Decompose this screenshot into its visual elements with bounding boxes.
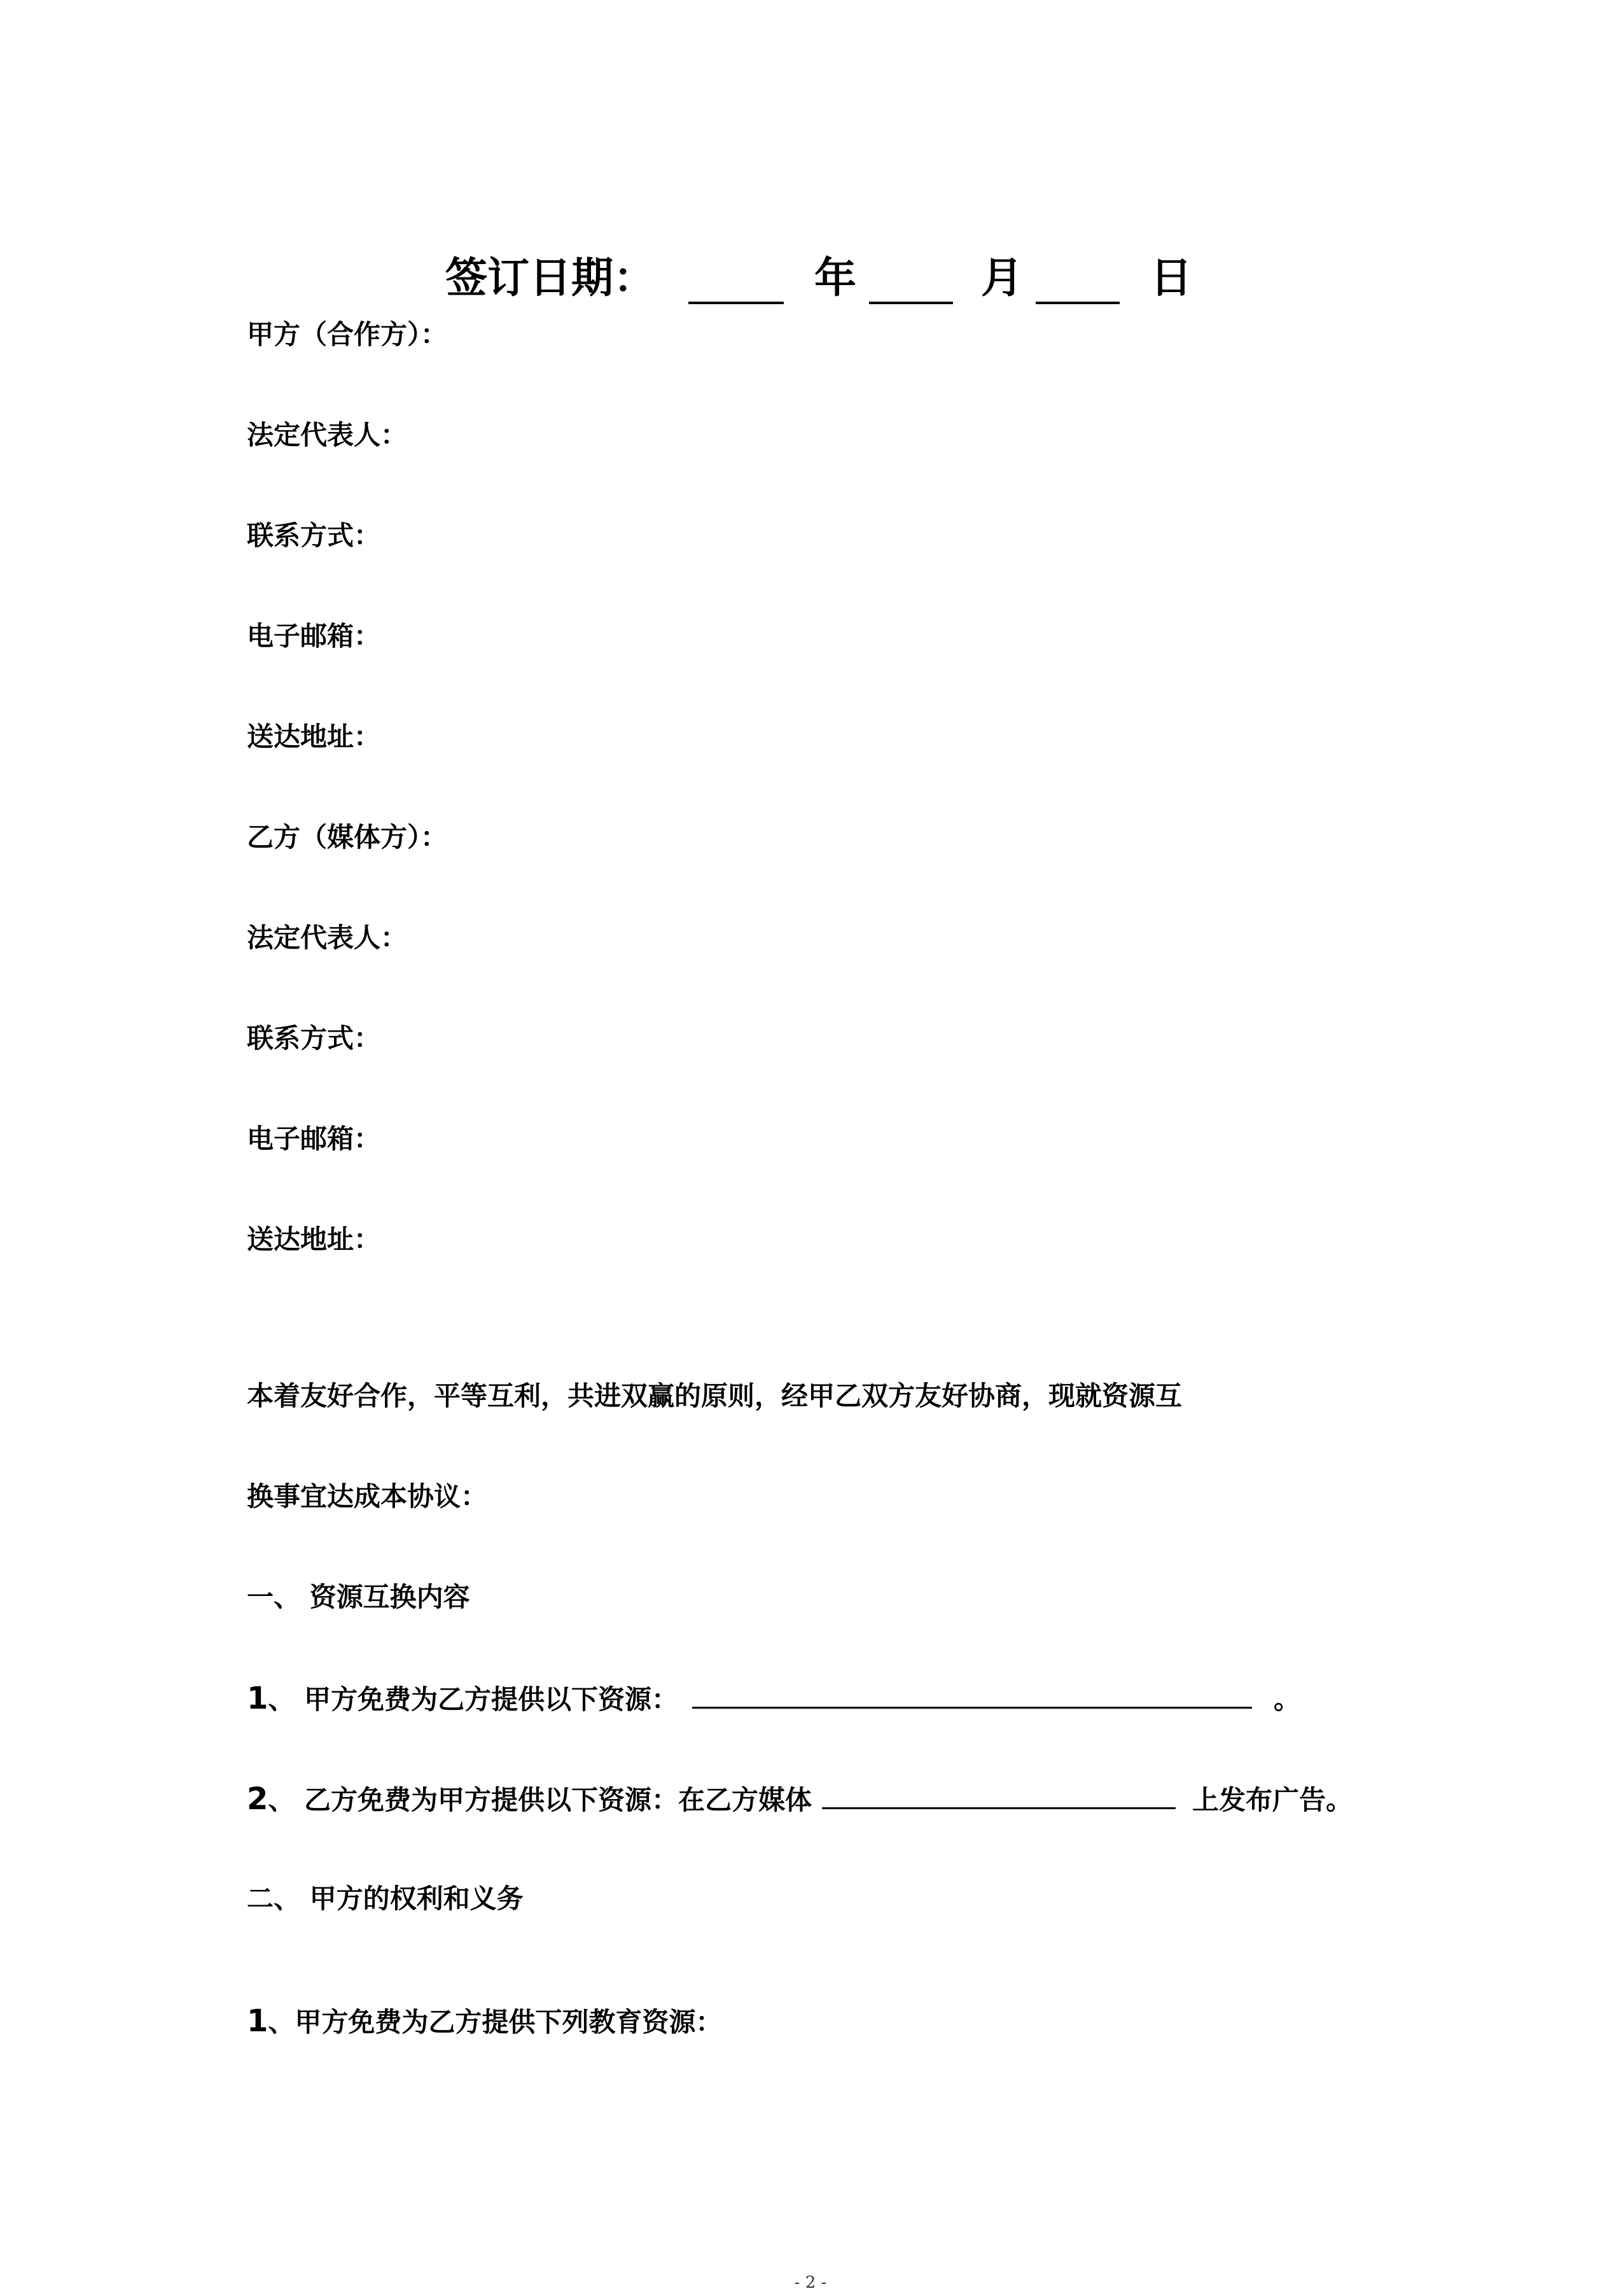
item-1-2-end: 上发布广告。 xyxy=(1192,1784,1353,1816)
party-b-email: 电子邮箱： xyxy=(247,1123,381,1154)
intro-line-1: 本着友好合作，平等互利，共进双赢的原则，经甲乙双方友好协商，现就资源互 xyxy=(247,1380,1183,1411)
month-label: 月 xyxy=(981,253,1023,302)
day-label: 日 xyxy=(1150,253,1192,302)
intro-line-2: 换事宜达成本协议： xyxy=(247,1481,488,1512)
item-2-1-text: 、甲方免费为乙方提供下列教育资源： xyxy=(268,2006,723,2038)
party-b-rep: 法定代表人： xyxy=(247,922,408,953)
item-1-1-blank xyxy=(692,1679,1252,1709)
party-a-email: 电子邮箱： xyxy=(247,620,381,652)
item-1-2 xyxy=(247,1779,1353,1819)
year-label: 年 xyxy=(814,253,856,302)
party-a-rep: 法定代表人： xyxy=(247,419,408,451)
item-1-1-end: 。 xyxy=(1274,1684,1301,1715)
party-b-contact: 联系方式： xyxy=(247,1023,381,1054)
item-2-1-number: 1 xyxy=(247,2003,268,2039)
year-blank xyxy=(688,260,784,304)
page-number: - 2 - xyxy=(794,2273,827,2292)
item-1-2-number: 2 xyxy=(247,1781,268,1817)
item-1-1 xyxy=(247,1679,1300,1719)
day-blank xyxy=(1036,260,1120,304)
party-a-contact: 联系方式： xyxy=(247,520,381,551)
item-2-1 xyxy=(247,2002,722,2041)
sign-date-line xyxy=(445,241,1192,304)
section-1-heading: 一、 资源互换内容 xyxy=(247,1581,470,1613)
party-b-address: 送达地址： xyxy=(247,1224,381,1255)
item-1-1-number: 1 xyxy=(247,1681,268,1716)
month-blank xyxy=(869,260,953,304)
item-1-2-blank xyxy=(822,1779,1176,1809)
item-1-1-text: 、 甲方免费为乙方提供以下资源： xyxy=(268,1684,679,1715)
section-2-heading: 二、 甲方的权利和义务 xyxy=(247,1883,524,1914)
party-a-address: 送达地址： xyxy=(247,721,381,752)
sign-date-label: 签订日期： xyxy=(445,253,655,302)
party-a-title: 甲方（合作方）： xyxy=(247,319,448,350)
item-1-2-text: 、 乙方免费为甲方提供以下资源：在乙方媒体 xyxy=(268,1784,812,1816)
party-b-title: 乙方（媒体方）： xyxy=(247,822,448,853)
